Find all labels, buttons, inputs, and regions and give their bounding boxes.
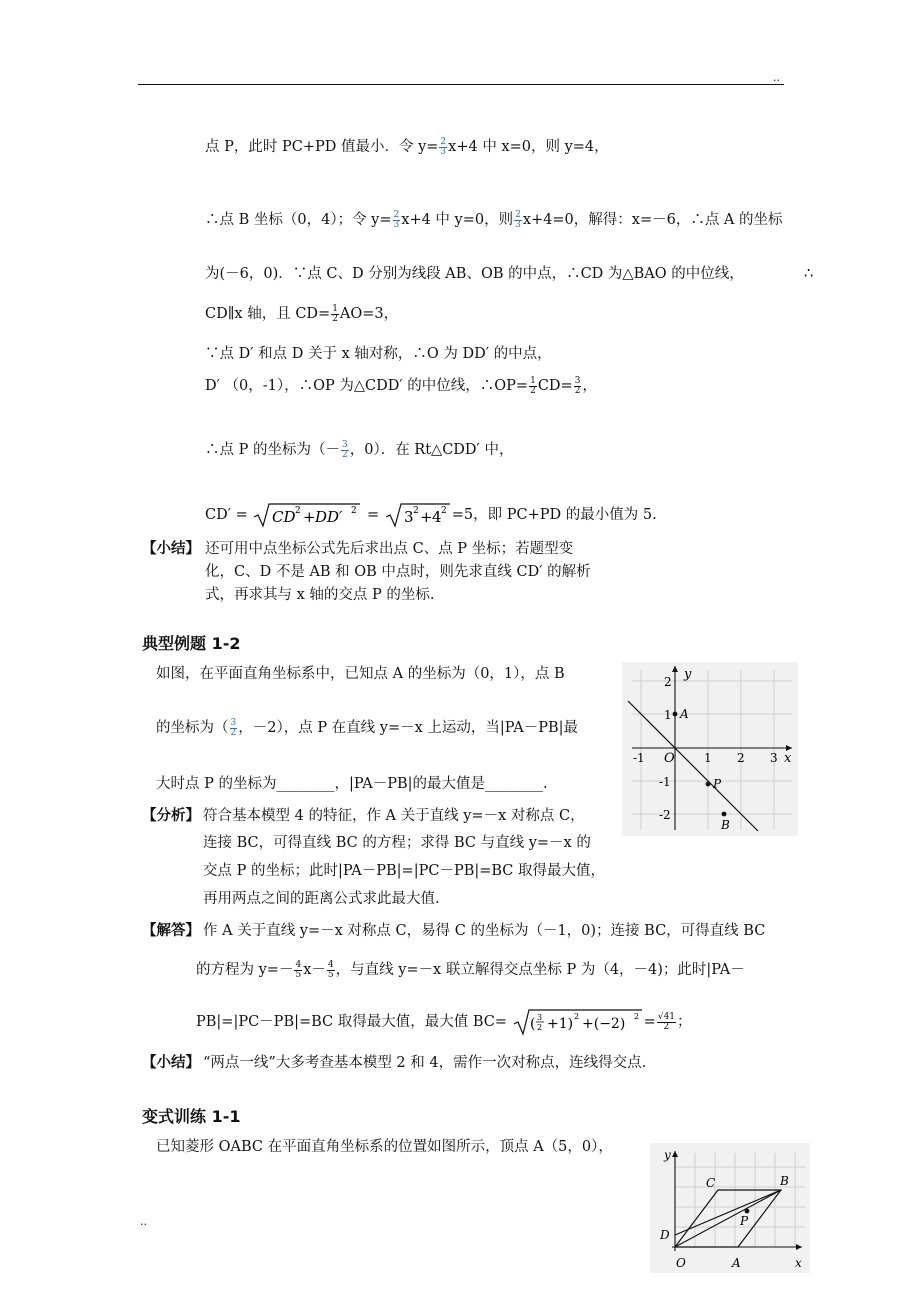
text: x+4=0，解得：x=－6，∴点 A 的坐标 (522, 212, 783, 228)
point-p (706, 782, 711, 787)
point-p-label: P (713, 777, 722, 791)
x-tick-label: 2 (737, 751, 745, 765)
y-tick-label: 1 (664, 708, 672, 722)
svg-text:(: ( (529, 1016, 536, 1032)
exercise-line-1: 已知菱形 OABC 在平面直角坐标系的位置如图所示，顶点 A（5，0）， (156, 1139, 613, 1155)
point-a (673, 712, 678, 717)
solution-line-1 (205, 137, 609, 157)
solution-line-2 (205, 210, 783, 230)
x-tick-label: 1 (704, 751, 712, 765)
figure-background (622, 662, 798, 836)
fraction-2-3: $\frac{2}{3}$ (393, 209, 400, 230)
fraction-2-3: $\frac{2}{3}$ (515, 209, 521, 230)
point-p (745, 1209, 750, 1214)
analysis-line-1: 符合基本模型 4 的特征，作 A 关于直线 y=－x 对称点 C， (203, 808, 585, 824)
svg-text:2: 2 (440, 506, 447, 516)
example-title: 典型例题 1-2 (142, 634, 241, 653)
svg-text:CD: CD (272, 508, 296, 526)
svg-text:2: 2 (351, 506, 358, 516)
summary-line-2: 化，C、D 不是 AB 和 OB 中点时，则先求直线 CD′ 的解析 (205, 564, 591, 580)
solution-line-6: D′ （0，-1），∴OP 为△CDD′ 的中位线，∴OP= $\frac{1}{2}$ CD= $\frac{3}{2}$ ， (205, 375, 597, 396)
svg-text:2: 2 (412, 506, 419, 516)
point-d-label: D (660, 1228, 670, 1242)
answer-line-2: 的方程为 y=－ $\frac{4}{5}$ x－ $\frac{4}{5}$ ，与直线 y=－x 联立解得交点坐标 P 为（4，－4)；此时|PA－ (196, 959, 745, 980)
svg-text:+1): +1) (546, 1016, 573, 1032)
sqrt-3-4-formula (384, 502, 452, 528)
point-a-label: A (680, 707, 689, 721)
analysis-line-3: 交点 P 的坐标；此时|PA－PB|=|PC－PB|=BC 取得最大值， (203, 863, 606, 879)
point-b-label: B (780, 1174, 789, 1188)
svg-text:+(−2): +(−2) (581, 1016, 625, 1032)
figure-1-coordinate-plane (622, 662, 798, 836)
svg-text:3: 3 (403, 508, 414, 526)
sqrt-distance-formula (512, 1008, 644, 1036)
fraction-4-5: $\frac{4}{5}$ (327, 959, 334, 980)
footer-dots: .. (140, 1215, 147, 1228)
header-rule (138, 84, 784, 85)
fraction-3-2: $\frac{3}{2}$ (230, 717, 237, 738)
x-axis-label: x (784, 751, 792, 766)
solution-line-5: ∵点 D′ 和点 D 关于 x 轴对称，∴O 为 DD′ 的中点， (205, 346, 552, 362)
fraction-3-2: $\frac{3}{2}$ (341, 439, 348, 460)
x-axis-label: x (795, 1256, 802, 1270)
analysis-tag: 【分析】 (142, 807, 200, 824)
analysis-line-2: 连接 BC，可得直线 BC 的方程；求得 BC 与直线 y=－x 的 (203, 835, 591, 851)
svg-text:4: 4 (431, 508, 442, 526)
svg-text:2: 2 (573, 1012, 579, 1021)
svg-text:2: 2 (633, 1012, 639, 1021)
solution-line-3-therefore: ∴ (804, 266, 814, 282)
summary-2-text: “两点一线”大多考查基本模型 2 和 4，需作一次对称点，连线得交点. (203, 1055, 647, 1071)
svg-text:3: 3 (536, 1013, 542, 1022)
svg-text:2: 2 (295, 506, 302, 516)
text: ∴点 B 坐标（0，4）；令 y= (205, 212, 392, 228)
exercise-title: 变式训练 1-1 (142, 1107, 241, 1126)
point-p-label: P (740, 1214, 749, 1228)
point-b-label: B (721, 818, 730, 832)
fraction-sqrt41-2: $\frac{√41}{2}$ (657, 1011, 676, 1032)
analysis-line-4: 再用两点之间的距离公式求此最大值. (203, 891, 440, 907)
solution-line-8: CD′ = CD 2 + DD′ 2 = 3 2 + 4 2 =5，即 PC+PD 的最小值为 5. (205, 502, 657, 528)
solution-line-3: 为(－6，0)．∵点 C、D 分别为线段 AB、OB 的中点，∴CD 为△BAO 的中位线， (205, 266, 744, 282)
example-line-3: 大时点 P 的坐标为________，|PA－PB|的最大值是________. (156, 776, 548, 792)
fraction-4-5: $\frac{4}{5}$ (295, 959, 302, 980)
solution-line-7: ∴点 P 的坐标为（－ $\frac{3}{2}$ ，0）．在 Rt△CDD′ 中， (205, 439, 514, 460)
svg-text:+: + (303, 508, 316, 526)
svg-text:2: 2 (536, 1023, 542, 1032)
svg-text:+: + (419, 508, 433, 526)
answer-tag: 【解答】 (142, 922, 200, 939)
point-c-label: C (706, 1176, 716, 1190)
y-tick-label: 2 (664, 675, 672, 689)
fraction-3-2: $\frac{3}{2}$ (574, 375, 581, 396)
fraction-1-2: $\frac{1}{2}$ (332, 303, 338, 324)
summary-tag: 【小结】 (142, 540, 200, 557)
figure-background (650, 1143, 810, 1273)
answer-line-3: PB|=|PC－PB|=BC 取得最大值，最大值 BC= ( 3 2 +1) 2 +(−2) 2 = $\frac{√41}{2}$ ； (196, 1008, 692, 1036)
example-line-1: 如图，在平面直角坐标系中，已知点 A 的坐标为（0，1），点 B (156, 666, 565, 682)
example-line-2: 的坐标为（ $\frac{3}{2}$ ，－2），点 P 在直线 y=－x 上运动，当|PA－PB|最 (156, 717, 578, 738)
text: x+4 中 y=0，则 (401, 212, 514, 228)
summary-2-tag: 【小结】 (142, 1054, 200, 1071)
fraction-2-3: $\frac{2}{3}$ (440, 136, 447, 157)
header-dots: .. (773, 71, 780, 84)
figure-2-rhombus (650, 1143, 810, 1273)
sqrt-cd2-dd2-formula (252, 502, 362, 528)
summary-line-3: 式，再求其与 x 轴的交点 P 的坐标. (205, 587, 435, 603)
summary-line-1: 还可用中点坐标公式先后求出点 C、点 P 坐标；若题型变 (205, 541, 574, 557)
x-tick-label: -1 (633, 751, 645, 765)
x-tick-label: 3 (770, 751, 778, 765)
y-axis-label: y (684, 667, 692, 682)
y-tick-label: -1 (659, 775, 671, 789)
text: x+4 中 x=0，则 y=4， (448, 139, 609, 155)
text: 点 P，此时 PC+PD 值最小．令 y= (205, 139, 439, 155)
fraction-1-2: $\frac{1}{2}$ (530, 375, 536, 396)
answer-line-1: 作 A 关于直线 y=－x 对称点 C，易得 C 的坐标为（－1，0)；连接 BC，可得直线 BC (203, 923, 766, 939)
y-tick-label: -2 (659, 808, 671, 822)
solution-line-4: CD∥x 轴，且 CD= $\frac{1}{2}$ AO=3， (205, 303, 399, 324)
y-axis-label: y (664, 1148, 671, 1162)
origin-label: O (664, 751, 675, 766)
svg-text:DD′: DD′ (315, 508, 343, 526)
origin-label: O (676, 1256, 686, 1270)
point-b (722, 812, 727, 817)
point-a-label: A (732, 1256, 741, 1270)
